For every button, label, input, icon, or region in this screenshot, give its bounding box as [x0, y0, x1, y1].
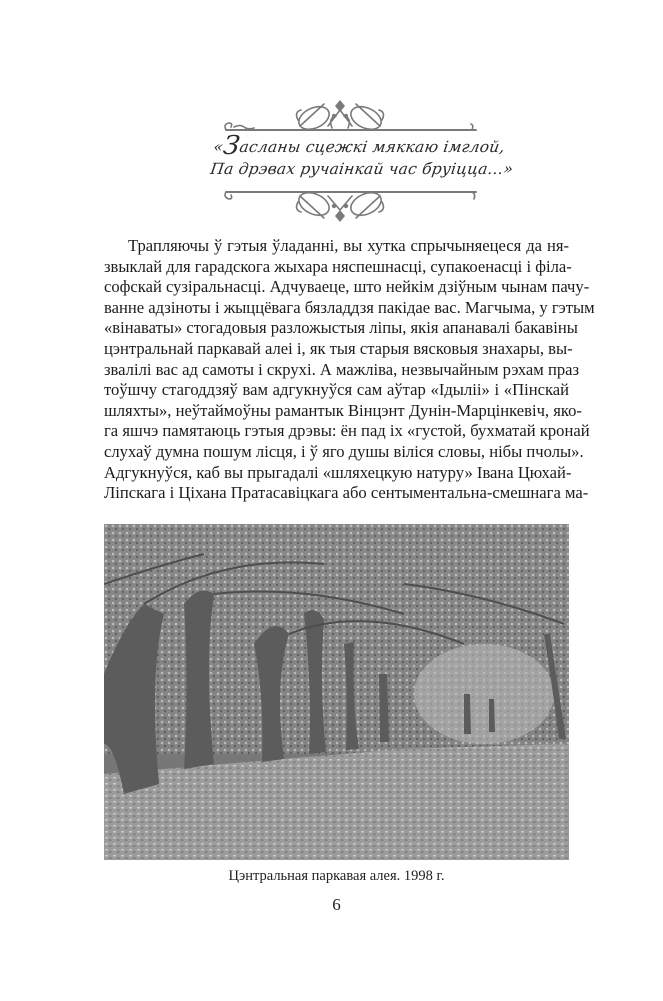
epigraph-line-1: [212, 131, 506, 161]
photo-tree-alley-icon: [104, 524, 569, 860]
body-line: слухаў думна пошум лісця, і ў яго душы віліся словы, нібы пчолы».: [104, 441, 584, 461]
epigraph-ornament-frame: [200, 96, 515, 222]
page-number: 6: [332, 895, 341, 914]
body-line: Ліпскага і Ціхана Пратасавіцкага або сентыментальна-смешнага ма-: [104, 483, 589, 503]
open-quote: «: [212, 138, 225, 156]
body-line: цэнтральнай паркавай алеі і, як тыя старыя вясковыя знахары, вы-: [104, 338, 573, 358]
body-paragraph: [104, 236, 595, 504]
body-line: звыклай для гарадскога жыхара няспешнасці, супакоенасці і філа-: [104, 256, 572, 276]
body-line: Адгукнуўся, каб вы прыгадалі «шляхецкую натуру» Івана Цюхай-: [104, 462, 572, 482]
body-line: тоўшчу стагоддзяў вам адгукнуўся сам аўтар «Ідыліі» і «Пінскай: [104, 380, 569, 400]
body-line: «вінаваты» стогадовыя разложыстыя ліпы, якія апанавалі бакавіны: [104, 318, 578, 338]
body-line: софскай сузіральнасці. Адчуваеце, што нейкім дзіўным чынам пачу-: [104, 277, 590, 297]
epigraph-line-1-text: асланы сцежкі мяккаю імглой,: [238, 138, 506, 156]
figure-caption: Цэнтральная паркавая алея. 1998 г.: [228, 868, 445, 884]
body-line: шляхты», неўтаймоўны рамантык Вінцэнт Дунін-Марцінкевіч, яко-: [104, 400, 582, 420]
body-line: ванне адзіноты і жыццёвага бязладдзя пакідае вас. Магчыма, у гэтым: [104, 297, 595, 317]
tree-alley-photo: [104, 524, 569, 860]
body-line: га яшчэ памятаюць гэтыя дрэвы: ён пад іх «густой, бухматай кронай: [104, 421, 590, 441]
body-line: Трапляючы ў гэтыя ўладанні, вы хутка спрычыняецеся да ня-: [128, 236, 569, 255]
body-line: звалілі вас ад самоты і скрухі. А мажліва, незвычайным рэхам праз: [104, 359, 580, 379]
epigraph: [209, 131, 515, 180]
epigraph-line-2: Па дрэвах ручаінкай час бруіцца…»: [209, 160, 515, 178]
drop-cap: З: [221, 131, 242, 161]
